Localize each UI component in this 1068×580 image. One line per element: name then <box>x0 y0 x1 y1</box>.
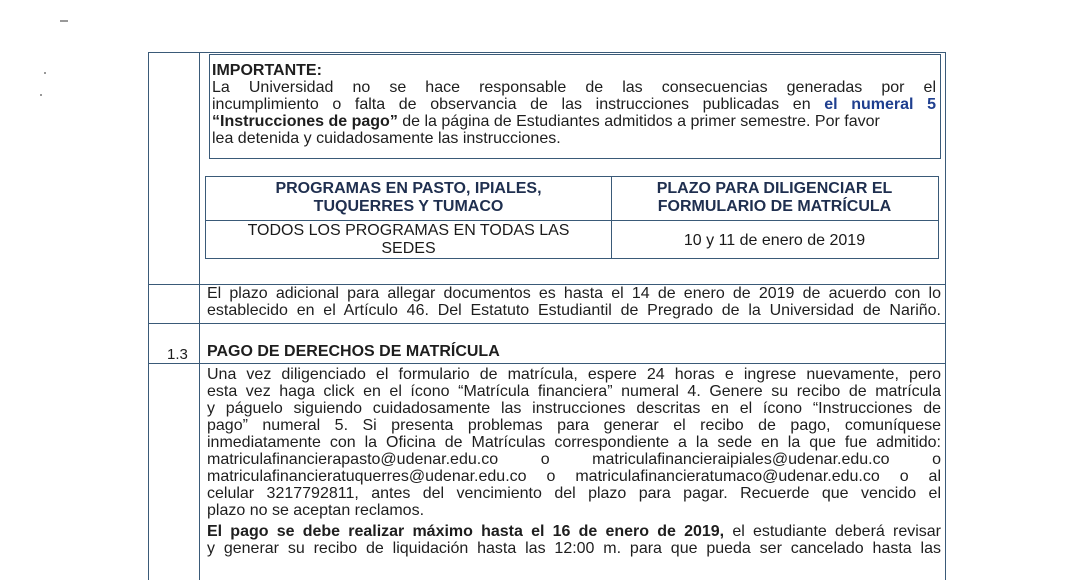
importante-line-2 <box>212 96 936 113</box>
table-border-top <box>148 52 946 53</box>
importante-line-1: La Universidad no se hace responsable de las consecuencias generadas por el <box>212 79 936 96</box>
table-header-plazo <box>611 180 938 216</box>
pago-line-3: y páguelo siguiendo cuidadosamente las instrucciones descritas en el ícono “Instrucciones de <box>207 400 941 417</box>
pago-deadline-bold: El pago se debe realizar máximo hasta el 16 de enero de 2019, <box>207 523 725 540</box>
pago-line-1: Una vez diligenciado el formulario de matrícula, espere 24 horas e ingrese nuevamente, pero <box>207 366 941 383</box>
table-header-programas <box>206 180 611 216</box>
pago-line-8: celular 3217792811, antes del vencimiento del plazo para pagar. Recuerde que vencido el <box>207 485 941 502</box>
table-border-mid <box>199 52 200 580</box>
plazo-adicional-block <box>207 285 941 319</box>
pago-line-6: matriculafinancierapasto@udenar.edu.co o matriculafinancieraipiales@udenar.edu.co o <box>207 451 941 468</box>
importante-block <box>212 62 936 147</box>
table-border-left <box>148 52 149 580</box>
deadline-table <box>205 176 939 259</box>
table-header-plazo-line-2: FORMULARIO DE MATRÍCULA <box>657 198 892 215</box>
table-header-programas-line-1: PROGRAMAS EN PASTO, IPIALES, <box>275 180 542 197</box>
pago-line-5: inmediatamente con la Oficina de Matrículas correspondiente a la sede en la que fue admitido: <box>207 434 941 451</box>
deadline-table-row-divider <box>206 220 938 221</box>
table-cell-programas <box>206 222 611 258</box>
plazo-adicional-line-2: establecido en el Artículo 46. Del Estatuto Estudiantil de Pregrado de la Universidad de Nariño. <box>207 302 941 319</box>
importante-box-left <box>209 54 210 158</box>
importante-line-2-text: incumplimiento o falta de observancia de las instrucciones publicadas en <box>212 96 825 113</box>
table-header-plazo-line-1: PLAZO PARA DILIGENCIAR EL <box>656 180 893 197</box>
scan-speck <box>44 72 46 74</box>
section-title: PAGO DE DERECHOS DE MATRÍCULA <box>207 343 500 360</box>
importante-line-4: lea detenida y cuidadosamente las instrucciones. <box>212 130 561 147</box>
pago-block <box>207 366 941 557</box>
pago-line-9: plazo no se aceptan reclamos. <box>207 502 425 519</box>
table-cell-programas-line-2: SEDES <box>381 240 436 257</box>
pago-line-2: esta vez haga click en el ícono “Matrícula financiera” numeral 4. Genere su recibo de matrícula <box>207 383 941 400</box>
scan-speck <box>60 20 68 22</box>
instrucciones-de-pago-bold: “Instrucciones de pago” <box>212 113 398 130</box>
table-border-right <box>945 52 946 580</box>
importante-line-3 <box>212 113 936 130</box>
importante-box-top <box>209 54 941 55</box>
section-number: 1.3 <box>167 346 188 363</box>
scan-speck <box>40 94 42 96</box>
numeral-5-highlight: el numeral 5 <box>824 96 937 113</box>
pago-deadline-rest: el estudiante deberá revisar <box>724 523 941 540</box>
table-cell-fecha: 10 y 11 de enero de 2019 <box>683 232 866 249</box>
row-divider <box>148 323 946 324</box>
pago-deadline-line <box>207 523 941 540</box>
table-cell-programas-line-1: TODOS LOS PROGRAMAS EN TODAS LAS <box>247 222 570 239</box>
importante-box-bottom <box>209 158 941 159</box>
pago-line-7: matriculafinancieratuquerres@udenar.edu.co o matriculafinancieratumaco@udenar.edu.co o al <box>207 468 941 485</box>
importante-box-right <box>940 54 941 158</box>
plazo-adicional-line-1: El plazo adicional para allegar documentos es hasta el 14 de enero de 2019 de acuerdo con lo <box>207 285 941 302</box>
pago-last-line: y generar su recibo de liquidación hasta las 12:00 m. para que pueda ser cancelado hasta las <box>207 540 941 557</box>
importante-title: IMPORTANTE: <box>212 62 322 79</box>
importante-line-3-text: de la página de Estudiantes admitidos a primer semestre. Por favor <box>397 113 880 130</box>
pago-line-4: pago” numeral 5. Si presenta problemas para generar el recibo de pago, comuníquese <box>207 417 941 434</box>
row-divider <box>148 363 946 364</box>
table-header-programas-line-2: TUQUERRES Y TUMACO <box>313 198 504 215</box>
